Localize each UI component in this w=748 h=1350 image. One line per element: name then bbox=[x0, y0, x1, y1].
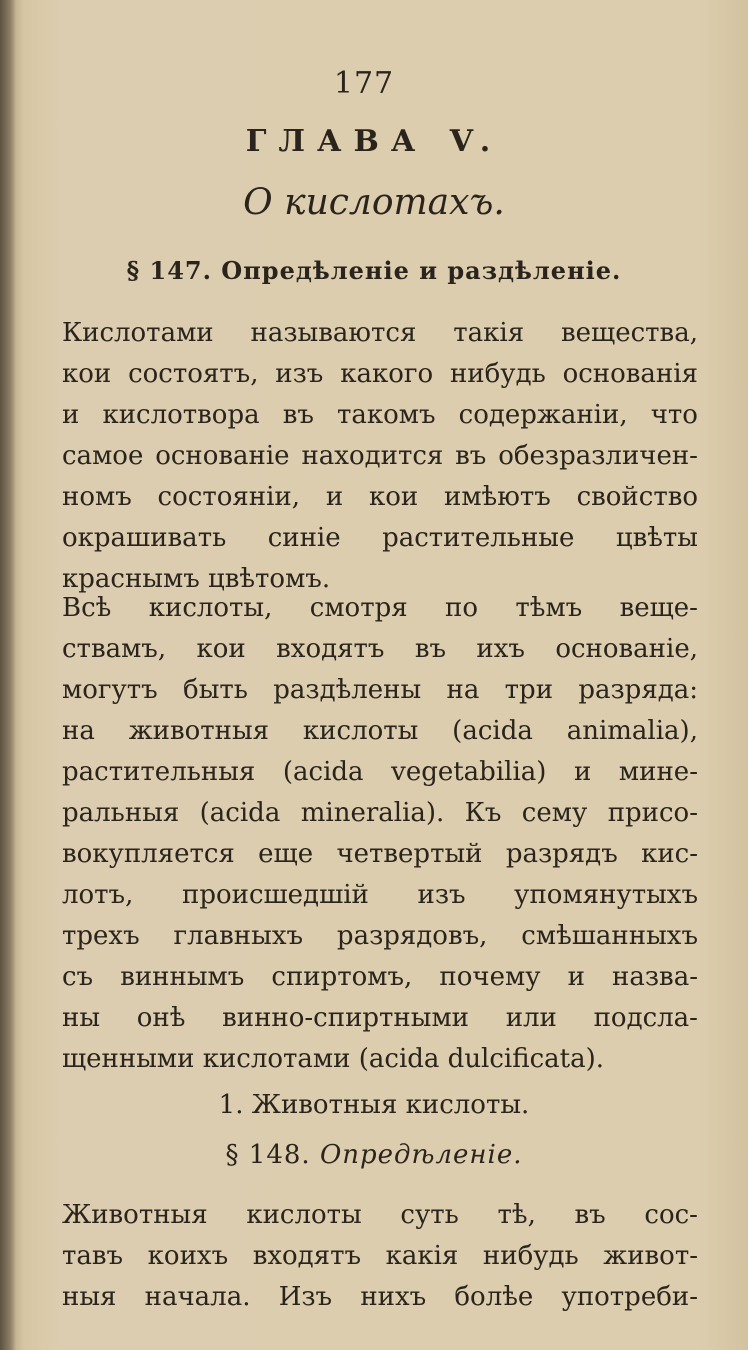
text-line: Всѣ кислоты, смотря по тѣмъ веще- bbox=[62, 593, 698, 623]
text-line: съ виннымъ спиртомъ, почему и назва- bbox=[62, 962, 698, 992]
text-line: ны онѣ винно-спиртными или подсла- bbox=[62, 1003, 698, 1033]
text-line: лотъ, происшедшій изъ упомянутыхъ bbox=[62, 880, 698, 910]
text-line: окрашивать синіе растительные цвѣты bbox=[62, 523, 698, 553]
text-line: ныя начала. Изъ нихъ болѣе употреби- bbox=[62, 1282, 698, 1312]
paragraph-2 bbox=[62, 588, 698, 1080]
subheading-animal-acids: 1. Животныя кислоты. bbox=[218, 1090, 530, 1120]
section-heading-148 bbox=[0, 1140, 748, 1170]
text-line: ральныя (acida mineralia). Къ сему присо- bbox=[62, 798, 698, 828]
section-heading-147: § 147. Опредѣленіе и раздѣленіе. bbox=[126, 256, 622, 285]
text-line: Животныя кислоты суть тѣ, въ сос- bbox=[62, 1200, 698, 1230]
text-line: растительныя (acida vegetabilia) и мине- bbox=[62, 757, 698, 787]
text-line: на животныя кислоты (acida animalia), bbox=[62, 716, 698, 746]
text-line: Кислотами называются такія вещества, bbox=[62, 318, 698, 348]
text-line: ствамъ, кои входятъ въ ихъ основаніе, bbox=[62, 634, 698, 664]
text-line: номъ состояніи, и кои имѣютъ свойство bbox=[62, 482, 698, 512]
text-line: трехъ главныхъ разрядовъ, смѣшанныхъ bbox=[62, 921, 698, 951]
text-line: самое основаніе находится въ обезразличен- bbox=[62, 441, 698, 471]
text-line: вокупляется еще четвертый разрядъ кис- bbox=[62, 839, 698, 869]
chapter-subtitle: О кислотахъ. bbox=[243, 182, 505, 223]
text-line: кои состоятъ, изъ какого нибудь основанія bbox=[62, 359, 698, 389]
text-line: краснымъ цвѣтомъ. bbox=[62, 564, 331, 594]
page-number: 177 bbox=[333, 66, 395, 101]
section-148-title: Опредѣленіе. bbox=[319, 1140, 523, 1170]
section-148-number: § 148. bbox=[225, 1140, 311, 1170]
text-line: тавъ коихъ входятъ какія нибудь живот- bbox=[62, 1241, 698, 1271]
text-line: могутъ быть раздѣлены на три разряда: bbox=[62, 675, 698, 705]
paragraph-3 bbox=[62, 1195, 698, 1318]
chapter-title: ГЛАВА V. bbox=[245, 124, 503, 159]
paragraph-1 bbox=[62, 313, 698, 600]
text-line: и кислотвора въ такомъ содержаніи, что bbox=[62, 400, 698, 430]
text-line: щенными кислотами (acida dulcificata). bbox=[62, 1044, 605, 1074]
